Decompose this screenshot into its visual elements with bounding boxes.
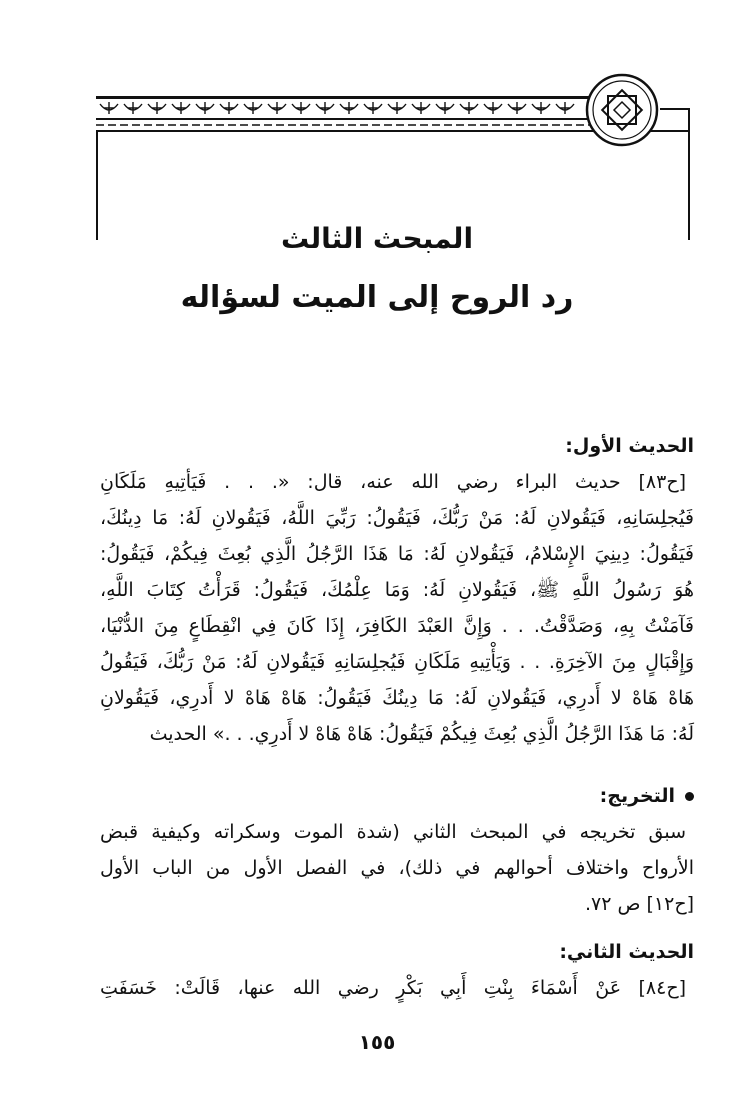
text-line: فَيَقُولُ: دِينِيَ الإِسْلامُ، فَيَقُولانِ لَهُ: مَا هَذَا الرَّجُلُ الَّذِي بُعِثَ فِيكُمْ، فَيَقُولُ: xyxy=(100,543,694,565)
text-line: هَاهْ هَاهْ لا أَدرِي، فَيَقُولانِ لَهُ: مَا دِينُكَ فَيَقُولُ: هَاهْ هَاهْ لا أَدرِي، فَيَقُولانِ xyxy=(100,687,694,709)
bullet-icon xyxy=(685,792,694,801)
hadith-second xyxy=(100,934,694,1006)
takhrij-section xyxy=(100,778,694,922)
text-line: الأرواح واختلاف أحوالهم في ذلك)، في الفصل الأول من الباب الأول xyxy=(100,857,694,879)
hadith-first xyxy=(100,428,694,752)
ornament-band-icon xyxy=(96,96,590,128)
page-number: ١٥٥ xyxy=(358,1030,396,1054)
text-line: فَيُجلِسَانِهِ، فَيَقُولانِ لَهُ: مَنْ رَبُّكَ، فَيَقُولُ: رَبِّيَ اللَّهُ، فَيَقُولانِ لَهُ: مَا دِينُكَ، xyxy=(100,507,694,529)
hadith-second-label: الحديث الثاني: xyxy=(559,941,694,963)
text-line: سبق تخريجه في المبحث الثاني (شدة الموت وسكراته وكيفية قبض xyxy=(100,821,686,843)
text-line: [ح٨٤] عَنْ أَسْمَاءَ بِنْتِ أَبِي بَكْرٍ رضي الله عنها، قَالَتْ: خَسَفَتِ xyxy=(100,977,686,999)
text-line: هُوَ رَسُولُ اللَّهِ ﷺ، فَيَقُولانِ لَهُ: وَمَا عِلْمُكَ، فَيَقُولُ: قَرَأْتُ كِتَابَ اللَّهِ، xyxy=(100,579,694,601)
takhrij-label-row xyxy=(100,778,694,814)
text-line: لَهُ: مَا هَذَا الرَّجُلُ الَّذِي بُعِثَ فِيكُمْ فَيَقُولُ: هَاهْ هَاهْ لا أَدرِي. . .» الحديث xyxy=(149,723,694,745)
frame-corner xyxy=(660,108,690,130)
text-line: وَإِقْبَالٍ مِنَ الآخِرَةِ. . . وَيَأْتِيهِ مَلَكَانِ فَيُجلِسَانِهِ فَيَقُولانِ لَهُ: مَنْ رَبُّكَ، فَيَقُولُ xyxy=(100,651,694,673)
chapter-title: رد الروح إلى الميت لسؤاله xyxy=(180,280,574,315)
medallion-icon xyxy=(584,72,660,148)
text-line: فَآمَنْتُ بِهِ، وَصَدَّقْتُ. . . وَإِنَّ العَبْدَ الكَافِرَ، إِذَا كَانَ فِي انْقِطَاعٍ مِنَ الدُّنْيَا، xyxy=(100,615,694,637)
takhrij-label: التخريج: xyxy=(599,785,675,807)
text-line: [ح٨٣] حديث البراء رضي الله عنه، قال: «. . . فَيَأتِيهِ مَلَكَانِ xyxy=(100,471,686,493)
hadith-first-label: الحديث الأول: xyxy=(565,435,694,457)
chapter-heading: المبحث الثالث xyxy=(280,222,474,255)
text-line: [ح١٢] ص ٧٢. xyxy=(584,893,694,915)
